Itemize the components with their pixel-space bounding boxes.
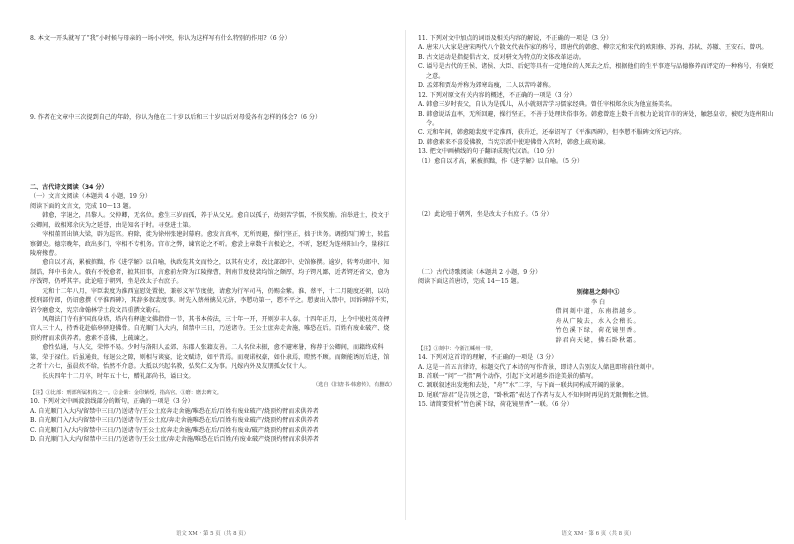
question-12: 12. 下列对原文有关内容的概述，不正确的一项是（3 分） [418, 91, 576, 99]
page-divider [405, 30, 406, 520]
page-footer: 语文 XM · 第 5 页（共 8 页） [175, 530, 250, 537]
left-page [30, 0, 395, 544]
translation-item-1: （1）愈自以才高，累被摈黜，作《进学解》以自喻。（5 分） [418, 157, 584, 165]
poem-line: 舟从广陵去，水入会稽长。 [555, 317, 641, 325]
poem-instruction: 阅读下面这首唐诗，完成 14～15 题。 [418, 278, 523, 285]
option-b: B. 首联一“问”一“指”两个动作，引起下文对越乡沿途美景的描写。 [418, 373, 598, 380]
poem-line: 借问剡中道，东南指越乡。 [555, 308, 641, 316]
translation-item-2: （2）此论喧于朝列，坐是改太子右庶子。（5 分） [418, 211, 553, 219]
passage-paragraph: 宰相董晋出镇大梁，辟为巡官。府除，徙为徐州张建封幕府。愈发言真率，无所畏避，操行坚正，拙于世务。调授四门博士，转监察御史。德宗晚年，政出多门，宰相不专机务。宫市之弊，谏官论之不听。愈尝上章数千言极论之，不听，怒贬为连州阳山令，量移江陵府掾曹。 [30, 231, 390, 257]
right-page [418, 0, 778, 544]
poem-line: 辞君向天姥，拂石卧秋霜。 [555, 336, 641, 344]
question-14: 14. 下列对这首诗的理解，不正确的一项是（3 分） [418, 354, 558, 362]
poem-author: 李 白 [590, 298, 606, 306]
option-b: B. 韩愈说话直率，无所回避，操行坚正，不善于处理世俗事务。韩愈曾连上数千言极力论说宫市的害处，触怒皇帝，被贬为连州阳山令。 [418, 110, 774, 127]
question-15: 15. 请简要赏析“竹色溪下绿，荷花镜里香”一联。（6 分） [418, 401, 573, 409]
annotation: 【注】①比部：刑部所属机构之一。②金紫：金印紫绶，指高官。③磨：磨去碑文。 [30, 390, 222, 397]
poem-title: 别储邕之剡中① [576, 289, 620, 297]
passage-paragraph: 愈自以才高，累被摈黜，作《进学解》以自喻，执政览其文而怜之，以其有史才，改比部郎中、史馆修撰。逾岁，转考功郎中、知制诰，拜中书舍人。俄有不悦愈者，摭其旧事，言愈前左降为江陵掾曹，荆南节度使裴均馆之颇厚，均子锷凡鄙，近者锷还省父，愈为序饯锷，仍呼其字。此论喧于朝列，坐是改太子右庶子。 [30, 259, 390, 286]
option-c: C. 元和年间，韩愈随裴度平定淮西，获升迁，还奉诏写了《平淮西碑》，但李愬不服碑文所记内容。 [418, 129, 686, 137]
option-d: D. 自光顺门入大内/留禁中三日/乃送诸寺/王公士庶/奔走舍施/唯恐在后百姓/有废业破产烧顶灼臂而求供养者 [30, 435, 319, 443]
question-10: 10. 下列对文中画波浪线部分的断句，正确的一项是（3 分） [30, 398, 194, 406]
option-d: D. 尾联“辞君”是告别之意，“卧秋霜”表达了作者与友人不知何时再见的无限惆怅之情。 [418, 391, 653, 399]
question-13: 13. 把文中画横线的句子翻译成现代汉语。（10 分） [418, 148, 559, 156]
option-c: C. 谥号是古代的王侯、诸侯、大臣、后妃等具有一定地位的人死去之后，根据他们的生平事迹与品德修养而评定的一种称号，有褒贬之意。 [418, 63, 774, 80]
option-b: B. 古文运动是指提倡古文、反对骈文为特点的文体改革运动。 [418, 53, 585, 61]
poem-section: （二）古代诗歌阅读（本题共 2 小题，9 分） [418, 268, 542, 276]
passage-paragraph: 元和十二年八月，宰臣裴度为淮西宣慰处置使，兼彰义军节度使，请愈为行军司马，仍赐金紫。淮、蔡平，十二月随度还朝，以功授刑部侍郎，仍诏愈撰《平淮西碑》，其辞多叙裴度事。时先入蔡州擒吴元济，李愬功第一，愬不平之。愬妻出入禁中，因诉碑辞不实，诏令磨愈文，宪宗命翰林学士段文昌重撰文勒石。 [30, 287, 393, 314]
sub-title: （一）文言文阅读（本题共 4 小题，19 分） [30, 193, 152, 201]
option-a: A. 韩愈三岁时丧父，自认为是孤儿，从小就刻苦学习儒家经典。曾任宰相郑余庆为他宣扬美名。 [418, 101, 677, 109]
instruction: 阅读下面的文言文，完成 10～13 题。 [30, 202, 135, 210]
passage-paragraph: 长庆四年十二月卒，时年五十七，赠礼部尚书，谥曰文。 [42, 372, 195, 380]
passage-paragraph: 愈性弘通，与人交，荣悴不易。少时与洛阳人孟郊、东郡人张籍友善。二人名位未振，愈不避寒暑，称荐于公卿间，而籍终成科第，荣于禄仕。后虽通贵，每退公之隙，则相与谈宴，论文赋诗，如平昔焉。而观诺权豪，如仆隶焉，瞪然不顾。而颇能诱厉后进，馆之者十六七，虽晨炊不给，怡然不介意。大抵以兴起名教，弘奖仁义为事。凡嫁内外及友朋孤女仅十人。 [30, 344, 390, 371]
option-d: D. 韩愈素来不喜爱佛教，当宪宗派中使迎佛骨入宫时，韩愈上疏劝谏。 [418, 138, 610, 146]
question-11: 11. 下列对文中加点的词语及相关内容的解说，不正确的一项是（3 分） [418, 35, 613, 42]
option-b: B. 自光顺门入/大内留禁中三日/乃送诸寺/王公士庶/奔走舍施唯恐在后/百姓有废业破产/烧顶灼臂而求供养者 [30, 417, 319, 425]
option-d: D. 孟郊和贾岛并称为郊寒岛瘦，二人以苦吟著称。 [418, 82, 555, 90]
source-note: （选自《旧唐书·韩愈传》，有删改） [312, 382, 395, 389]
page-footer: 语文 XM · 第 6 页（共 8 页） [561, 530, 635, 537]
passage-paragraph: 韩愈，字退之，昌黎人。父仲卿，无名位。愈生三岁而孤，养于从父兄。愈自以孤子，幼刻苦学儒，不俟奖励。洎举进士，投文于公卿间，故相郑余庆为之延誉，由是知名于时。寻登进士第。 [30, 212, 390, 229]
option-a: A. 自光顺门入大内/留禁中三日/乃送诸寺/王公士庶奔走舍施/唯恐在后/百姓有废业破产/烧顶灼臂而求供养者 [30, 407, 319, 415]
option-c: C. 自光顺门入/大内留禁中三日/乃送诸寺/王公士庶奔走舍施/唯恐在后/百姓有废业/破产烧顶灼臂而求供养者 [30, 426, 319, 434]
section-title: 二、古代诗文阅读（34 分） [30, 183, 108, 191]
poem-note: 【注】①剡中：今浙江嵊州一带。 [418, 346, 496, 353]
option-a: A. 这是一首五言律诗，标题交代了本诗的写作背景，即诗人告别友人储邕即将前往剡中。 [418, 363, 658, 371]
passage-paragraph: 凤翔法门寺有护国真身塔，塔内有释迦文佛指骨一节，其书本传法，三十年一开，开则岁丰人泰。十四年正月，上令中使杜英奇押宫人三十人，持香花赴临皋驿迎佛骨。自光顺门入大内，留禁中三日，乃送诸寺。王公士庶奔走舍施，唯恐在后。百姓有废业破产、烧顶灼臂而求供养者。愈素不喜佛，上疏谏之。 [30, 316, 390, 342]
option-c: C. 颔联叙述出发地和去处，“舟”“水”二字，与下面一联共同构成开阔的景象。 [418, 382, 628, 390]
question-9: 9. 作者在文章中三次提到自己的年龄，你认为他在二十岁以后和三十岁以后对母爱各有怎样的体会?（6 分） [30, 114, 322, 122]
option-a: A. 唐宋八大家是唐宋两代八个散文代表作家的称号，即唐代的韩愈、柳宗元和宋代的欧阳修、苏洵、苏轼、苏辙、王安石、曾巩。 [418, 44, 768, 52]
question-8: 8. 本文一开头就写了“我”小时候与母亲的一场小冲突，你认为这样写有什么特别的作用?（6 分） [30, 35, 291, 42]
poem-line: 竹色溪下绿，荷花镜里香。 [555, 327, 641, 335]
